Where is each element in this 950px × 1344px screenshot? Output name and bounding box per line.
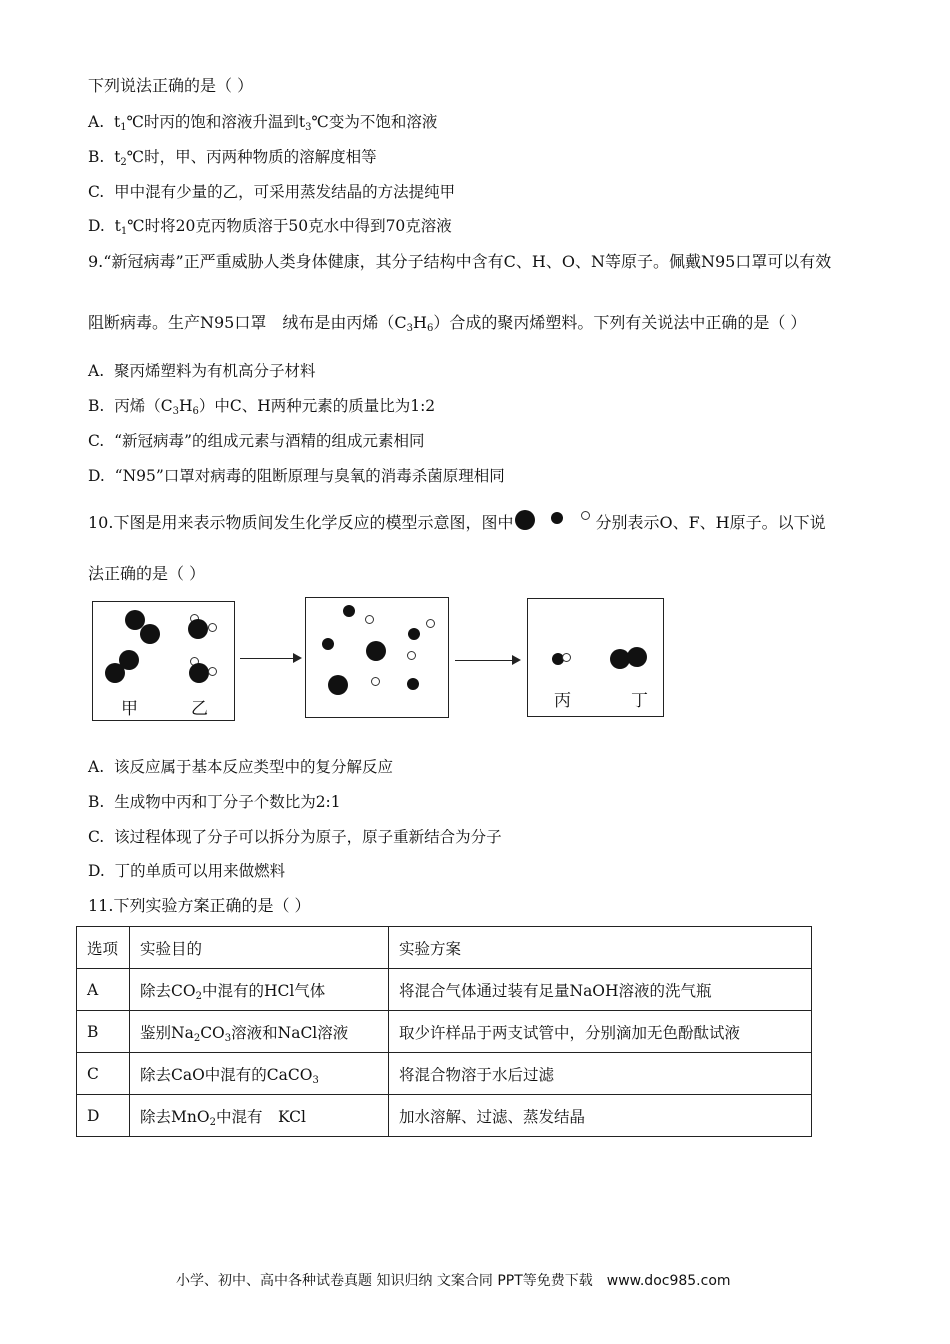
row-plan: 加水溶解、过滤、蒸发结晶	[389, 1095, 812, 1137]
q10-stem-line2: 法正确的是（ ）	[88, 564, 206, 583]
reaction-arrow-1	[240, 658, 300, 659]
oxygen-atom	[366, 641, 386, 661]
table-row	[77, 1053, 812, 1095]
q9-option-a: A. 聚丙烯塑料为有机高分子材料	[88, 362, 316, 380]
hydrogen-atom	[208, 623, 217, 632]
hydrogen-atom	[426, 619, 435, 628]
page-footer: 小学、初中、高中各种试卷真题 知识归纳 文案合同 PPT等免费下载 www.doc985.com	[176, 1273, 731, 1289]
q10-stem-line1: 10.下图是用来表示物质间发生化学反应的模型示意图，图中 分别表示O、F、H原子。以下说	[88, 513, 826, 534]
q10-option-a: A. 该反应属于基本反应类型中的复分解反应	[88, 758, 393, 776]
hydrogen-atom-icon	[581, 511, 590, 520]
fluorine-atom	[343, 605, 355, 617]
experiment-table	[76, 926, 812, 1137]
q8-option-b: B. $t_2℃$时，甲、丙两种物质的溶解度相等	[88, 148, 377, 168]
q10-option-b: B. 生成物中丙和丁分子个数比为2:1	[88, 793, 341, 811]
oxygen-atom	[188, 619, 208, 639]
label-yi: 乙	[191, 699, 208, 719]
oxygen-atom	[627, 647, 647, 667]
row-purpose: 除去CaO中混有的CaCO$_3$	[130, 1053, 389, 1095]
q8-option-a: A. $t_1℃$时丙的饱和溶液升温到$t_3℃$变为不饱和溶液	[88, 113, 438, 133]
table-header-row	[77, 927, 812, 969]
table-row	[77, 969, 812, 1011]
q10-option-c: C. 该过程体现了分子可以拆分为原子，原子重新结合为分子	[88, 828, 502, 846]
q9-option-b: B. 丙烯$(C_3H_6)$中C、H两种元素的质量比为1:2	[88, 397, 436, 417]
q10-option-d: D. 丁的单质可以用来做燃料	[88, 862, 286, 880]
q8-option-c: C. 甲中混有少量的乙，可采用蒸发结晶的方法提纯甲	[88, 183, 456, 201]
label-ding: 丁	[631, 691, 648, 711]
row-option: D	[77, 1095, 130, 1137]
row-option: B	[77, 1011, 130, 1053]
q8-option-d: D. $t_1℃$时将20克丙物质溶于50克水中得到70克溶液	[88, 217, 452, 237]
header-purpose: 实验目的	[130, 927, 389, 969]
oxygen-atom	[105, 663, 125, 683]
atom-legend	[513, 514, 595, 534]
intermediate-box	[305, 597, 449, 718]
row-purpose: 鉴别$Na_2CO_3$溶液和NaCl溶液	[130, 1011, 389, 1053]
q9-option-c: C. “新冠病毒”的组成元素与酒精的组成元素相同	[88, 432, 425, 450]
label-bing: 丙	[554, 691, 571, 711]
fluorine-atom	[407, 678, 419, 690]
row-purpose: 除去MnO$_2$中混有 KCl	[130, 1095, 389, 1137]
q9-stem-line2: 阻断病毒。生产N95口罩 绒布是由丙烯$(C_3H_6)$合成的聚丙烯塑料。下列有关说法中正确的是（ ）	[88, 313, 807, 334]
label-jia: 甲	[121, 699, 138, 719]
reaction-arrow-2	[455, 660, 519, 661]
products-box	[527, 598, 664, 717]
q8-stem: 下列说法正确的是（ ）	[88, 76, 254, 95]
row-plan: 取少许样品于两支试管中，分别滴加无色酚酞试液	[389, 1011, 812, 1053]
hydrogen-atom	[562, 653, 571, 662]
oxygen-atom-icon	[515, 510, 535, 530]
q9-option-d: D. “N95”口罩对病毒的阻断原理与臭氧的消毒杀菌原理相同	[88, 467, 505, 485]
oxygen-atom	[189, 663, 209, 683]
fluorine-atom	[322, 638, 334, 650]
fluorine-atom-icon	[551, 512, 563, 524]
hydrogen-atom	[208, 667, 217, 676]
row-plan: 将混合物溶于水后过滤	[389, 1053, 812, 1095]
fluorine-atom	[408, 628, 420, 640]
q9-stem-line1: 9.“新冠病毒”正严重威胁人类身体健康，其分子结构中含有C、H、O、N等原子。佩戴N95口罩可以有效	[88, 252, 832, 271]
table-row	[77, 1011, 812, 1053]
hydrogen-atom	[371, 677, 380, 686]
reactants-box	[92, 601, 235, 721]
oxygen-atom	[328, 675, 348, 695]
table-row	[77, 1095, 812, 1137]
oxygen-atom	[140, 624, 160, 644]
hydrogen-atom	[365, 615, 374, 624]
row-purpose: 除去$CO_2$中混有的HCl气体	[130, 969, 389, 1011]
q11-stem: 11.下列实验方案正确的是（ ）	[88, 896, 311, 915]
row-option: C	[77, 1053, 130, 1095]
row-plan: 将混合气体通过装有足量NaOH溶液的洗气瓶	[389, 969, 812, 1011]
header-option: 选项	[77, 927, 130, 969]
header-plan: 实验方案	[389, 927, 812, 969]
hydrogen-atom	[407, 651, 416, 660]
row-option: A	[77, 969, 130, 1011]
